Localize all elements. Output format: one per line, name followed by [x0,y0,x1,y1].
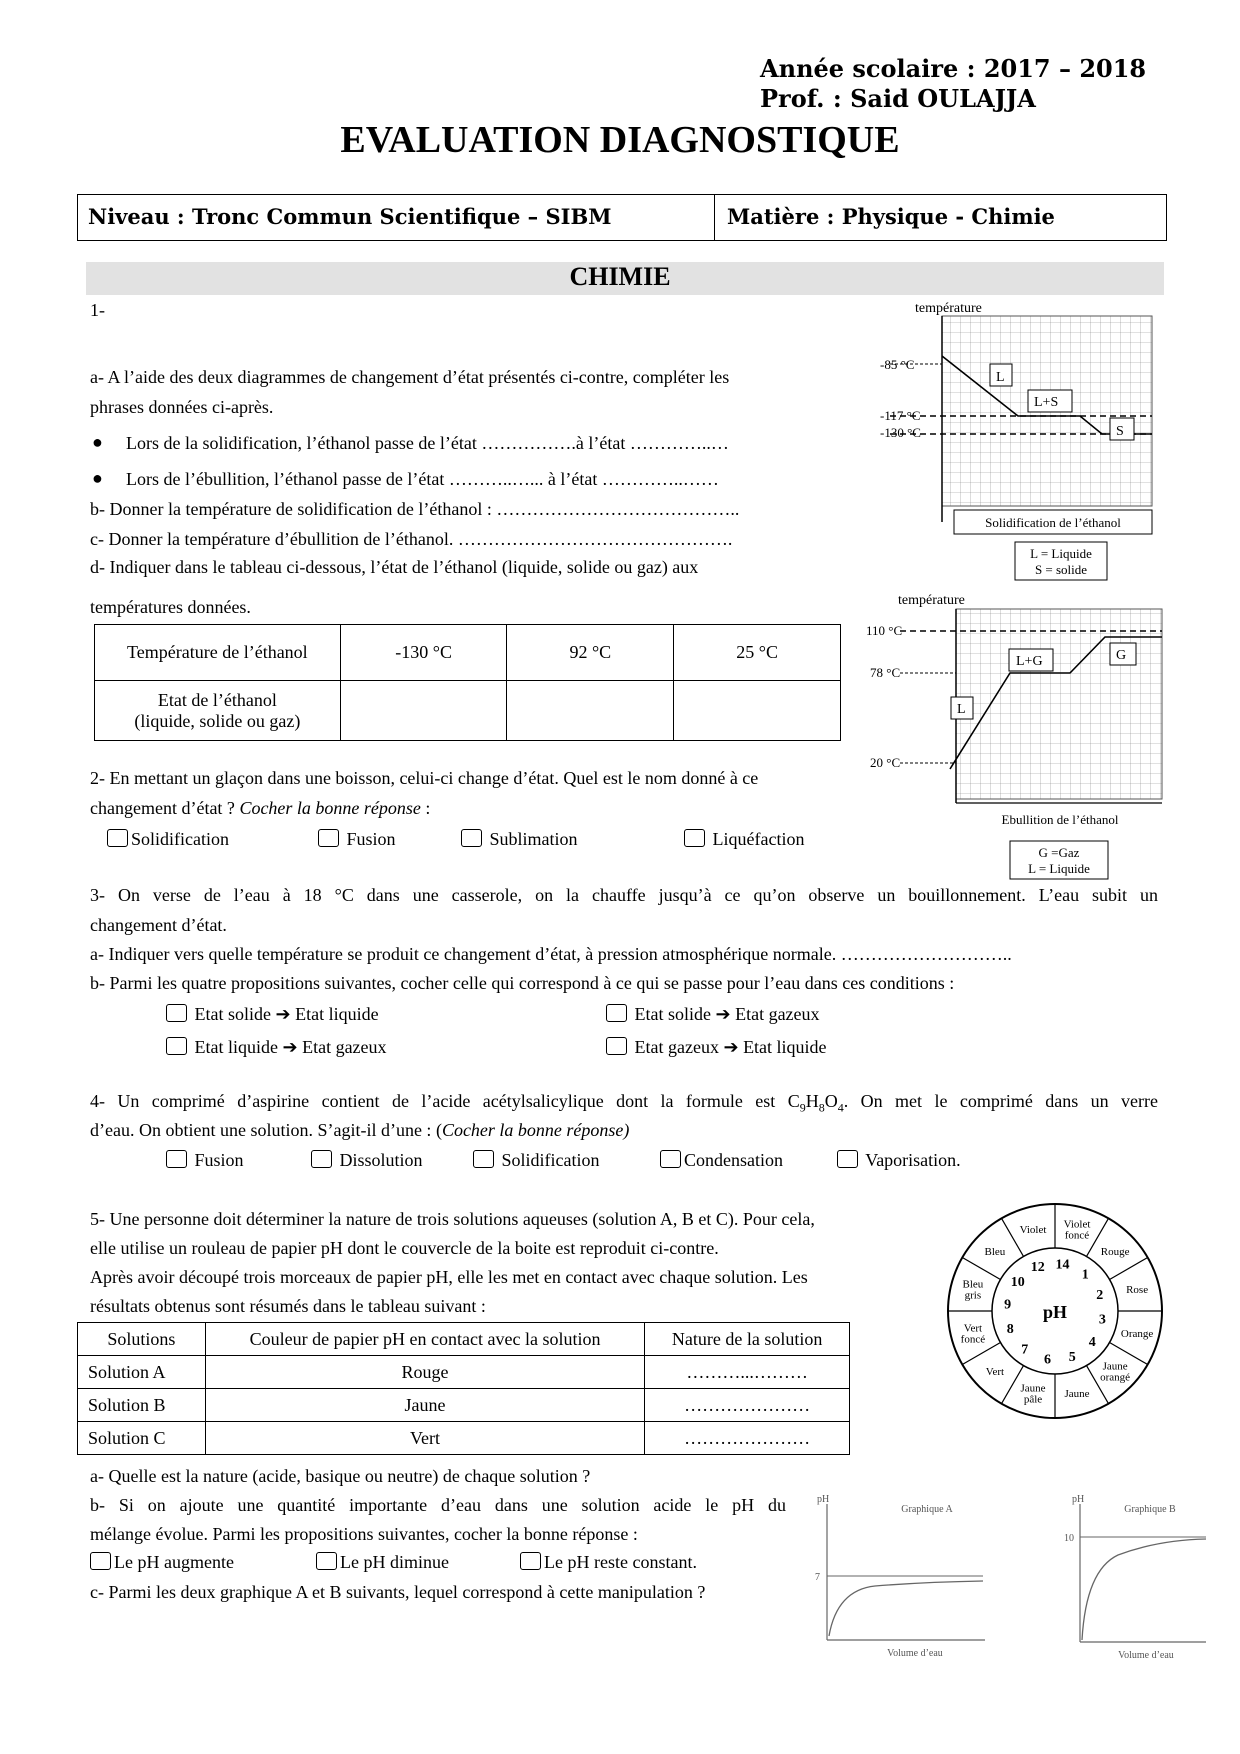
q2-colon: : [420,798,431,818]
subscript: 8 [818,1100,825,1115]
wheel-number: 1 [1081,1267,1089,1283]
legend-line: G =Gaz [1038,845,1080,860]
answer-cell[interactable] [340,681,507,741]
diagram2-ylabel: température [898,593,965,608]
q4-option-solidification[interactable] [473,1150,600,1171]
answer-cell[interactable]: ………………… [645,1422,850,1455]
legend-line: L = Liquide [1030,546,1092,561]
formula-o: O [824,1091,838,1111]
wheel-color-label: Vert foncé [960,1322,986,1346]
option-label: Sublimation [489,829,578,849]
table-row [78,1422,850,1455]
checkbox[interactable] [311,1150,332,1168]
option-label: Solidification [131,829,229,849]
tick-label: 78 °C [870,665,901,680]
option-label: Dissolution [339,1150,423,1170]
wheel-number: 8 [1006,1322,1014,1338]
q2-line2 [90,798,430,819]
ebullition-diagram [860,593,1170,883]
q2-option-solidification[interactable] [107,829,229,850]
arrow-icon: ➔ [275,1004,291,1024]
info-divider [714,195,715,240]
q4-option-condensation[interactable] [660,1150,783,1171]
graph-b-ylabel: pH [1072,1494,1085,1505]
checkbox[interactable] [316,1552,337,1570]
wheel-color-label: Orange [1120,1327,1154,1340]
q5-b-line2: mélange évolue. Parmi les propositions suivantes, cocher la bonne réponse : [90,1524,638,1544]
wheel-number: 14 [1055,1257,1070,1273]
q3-option-2[interactable] [606,1004,820,1025]
table-cell: Solution C [78,1422,206,1455]
q2-line1: 2- En mettant un glaçon dans une boisson, celui-ci change d’état. Quel est le nom donné à ce [90,768,759,788]
option-to: Etat gazeux [302,1037,387,1057]
solidification-diagram [870,302,1170,582]
q5-line4: résultats obtenus sont résumés dans le tableau suivant : [90,1296,486,1316]
wheel-color-label: Rouge [1100,1245,1130,1258]
state-label-line2: (liquide, solide ou gaz) [134,710,301,731]
checkbox[interactable] [660,1150,681,1168]
wheel-color-label: Jaune orangé [1100,1360,1131,1384]
checkbox[interactable] [107,829,128,847]
option-from: Etat liquide [194,1037,278,1057]
wheel-number: 5 [1068,1349,1076,1365]
graph-b-tick: 10 [1064,1533,1074,1544]
q4-line2 [90,1120,629,1141]
graph-a-title: Graphique A [901,1504,953,1515]
q1-c: c- Donner la température d’ébullition de l’éthanol. ………………………………………. [90,529,733,549]
phase-label: L [957,702,966,717]
q5-c: c- Parmi les deux graphique A et B suivants, lequel correspond à cette manipulation ? [90,1582,706,1602]
option-from: Etat gazeux [634,1037,719,1057]
bullet-dot: ● [92,468,103,488]
diagram2-caption: Ebullition de l’éthanol [1001,812,1119,827]
q2-option-sublimation[interactable] [461,829,578,850]
wheel-color-label: Rose [1126,1284,1149,1297]
table-row [78,1389,850,1422]
wheel-color-label: Jaune [1064,1388,1090,1401]
checkbox[interactable] [606,1004,627,1022]
state-label-line1: Etat de l’éthanol [157,689,277,710]
table-header: Couleur de papier pH en contact avec la solution [205,1323,645,1356]
phase-label: L+S [1034,395,1059,410]
answer-cell[interactable]: ………...……… [645,1356,850,1389]
table-cell: 92 °C [507,625,674,681]
info-box [77,194,1167,241]
subscript: 4 [837,1100,844,1115]
q1-number: 1- [90,300,105,320]
wheel-number: 10 [1010,1274,1025,1290]
diagram1-ylabel: température [915,302,982,316]
q1-d-line1: d- Indiquer dans le tableau ci-dessous, l’état de l’éthanol (liquide, solide ou gaz) aux [90,557,699,577]
phase-label: G [1116,648,1127,663]
wheel-color-label: Bleu [984,1245,1006,1258]
option-label: Le pH augmente [114,1552,234,1572]
checkbox[interactable] [684,829,705,847]
q5-line1: 5- Une personne doit déterminer la nature de trois solutions aqueuses (solution A, B et C). Pour cela, [90,1209,815,1229]
wheel-color-label: Violet [1019,1223,1047,1236]
table-header: Nature de la solution [645,1323,850,1356]
answer-cell[interactable]: ………………… [645,1389,850,1422]
q1-a-line2: phrases données ci-après. [90,397,274,417]
wheel-number: 12 [1030,1260,1045,1276]
q3-line1: 3- On verse de l’eau à 18 °C dans une casserole, on la chauffe jusqu’à ce qu’on observe un bouillonnement. L’eau subit un [90,885,1158,905]
checkbox[interactable] [166,1004,187,1022]
school-year: Année scolaire : 2017 – 2018 [760,54,1147,83]
q1-d-line2: températures données. [90,597,251,617]
answer-cell[interactable] [507,681,674,741]
graph-b-title: Graphique B [1124,1504,1176,1515]
graph-a [815,1490,995,1658]
tick-label: -130 °C [880,425,921,440]
graph-a-tick: 7 [815,1572,820,1583]
phase-label: L+G [1016,654,1043,669]
answer-cell[interactable] [674,681,841,741]
wheel-number: 7 [1021,1342,1029,1358]
q3-b: b- Parmi les quatre propositions suivantes, cocher celle qui correspond à ce qui se passe pour l’eau dans ces conditions : [90,973,955,993]
table-header: Solutions [78,1323,206,1356]
checkbox[interactable] [166,1037,187,1055]
q5-option-increase[interactable] [90,1552,234,1573]
checkbox[interactable] [90,1552,111,1570]
table-cell: Jaune [205,1389,645,1422]
table-cell: Solution A [78,1356,206,1389]
q4-text-end: . On met le comprimé dans un verre [843,1091,1159,1111]
option-to: Etat gazeux [735,1004,820,1024]
q5-a: a- Quelle est la nature (acide, basique ou neutre) de chaque solution ? [90,1466,591,1486]
option-label: Liquéfaction [712,829,805,849]
q4-option-vaporisation[interactable] [837,1150,961,1171]
checkbox[interactable] [520,1552,541,1570]
graph-a-ylabel: pH [817,1494,830,1505]
q3-option-3[interactable] [166,1037,387,1058]
wheel-number: 4 [1088,1335,1096,1351]
wheel-number: 3 [1098,1312,1106,1328]
subscript: 9 [799,1100,806,1115]
option-from: Etat solide [194,1004,271,1024]
tick-label: -117 °C [880,408,921,423]
table-cell: 25 °C [674,625,841,681]
checkbox[interactable] [461,829,482,847]
option-label: Vaporisation. [865,1150,961,1170]
phase-label: S [1116,424,1124,439]
bullet-dot: ● [92,432,103,452]
option-label: Le pH reste constant. [544,1552,697,1572]
option-label: Solidification [501,1150,600,1170]
wheel-number: 2 [1096,1287,1104,1303]
section-title: CHIMIE [569,262,671,291]
graph-a-curve [829,1581,983,1636]
diagram1-caption: Solidification de l’éthanol [985,515,1121,530]
checkbox[interactable] [837,1150,858,1168]
wheel-color-label: Vert [985,1366,1005,1379]
wheel-color-label: Jaune pâle [1020,1382,1046,1406]
checkbox[interactable] [318,829,339,847]
arrow-icon: ➔ [282,1037,298,1057]
subject: Matière : Physique - Chimie [727,204,1055,229]
level: Niveau : Tronc Commun Scientifique – SIBM [88,204,612,229]
table-row [95,681,841,741]
checkbox[interactable] [606,1037,627,1055]
q5-option-decrease[interactable] [316,1552,449,1573]
q1-a-line1: a- A l’aide des deux diagrammes de changement d’état présentés ci-contre, compléter les [90,367,730,387]
graph-b-curve [1082,1539,1206,1640]
ethanol-state-table [94,624,841,741]
legend-line: S = solide [1034,562,1088,577]
table-header-row [78,1323,850,1356]
q1-bullet2: Lors de l’ébullition, l’éthanol passe de l’état ………..…... à l’état …………..…… [126,469,719,489]
formula-h: H [805,1091,819,1111]
table-cell: -130 °C [340,625,507,681]
arrow-icon: ➔ [715,1004,731,1024]
wheel-center-label: pH [1042,1302,1068,1322]
tick-label: 110 °C [866,623,903,638]
graph-a-xlabel: Volume d’eau [887,1648,943,1658]
q1-b: b- Donner la température de solidification de l’éthanol : ………………………………….. [90,499,740,519]
table-cell: Vert [205,1422,645,1455]
table-cell [95,681,341,741]
q1-bullet1: Lors de la solidification, l’éthanol passe de l’état …………….à l’état …………..… [126,433,729,453]
wheel-color-label: Bleu gris [962,1278,984,1302]
q2-option-fusion[interactable] [318,829,396,850]
q4-instruction: Cocher la bonne réponse) [441,1120,630,1140]
table-cell: Température de l’éthanol [95,625,341,681]
q3-option-4[interactable] [606,1037,827,1058]
q2-instruction: Cocher la bonne réponse [239,798,421,818]
q3-option-1[interactable] [166,1004,379,1025]
tick-label: 20 °C [870,755,901,770]
ph-results-table [77,1322,850,1455]
checkbox[interactable] [473,1150,494,1168]
tick-label: -85 °C [880,357,915,372]
table-row [78,1356,850,1389]
wheel-color-label: Violet foncé [1063,1218,1091,1242]
arrow-icon: ➔ [723,1037,739,1057]
wheel-number: 9 [1004,1297,1012,1313]
q4-text: 4- Un comprimé d’aspirine contient de l’acide acétylsalicylique dont la formule est C [90,1091,800,1111]
page-title: EVALUATION DIAGNOSTIQUE [340,119,900,161]
q3-a: a- Indiquer vers quelle température se produit ce changement d’état, à pression atmosphérique normale. ……………………….. [90,944,1012,964]
table-cell: Solution B [78,1389,206,1422]
option-from: Etat solide [634,1004,711,1024]
graph-b-xlabel: Volume d’eau [1118,1650,1174,1660]
phase-label: L [996,370,1005,385]
q4-option-dissolution[interactable] [311,1150,423,1171]
option-label: Fusion [346,829,396,849]
wheel-number: 6 [1043,1352,1051,1368]
legend-line: L = Liquide [1028,861,1090,876]
q5-line2: elle utilise un rouleau de papier pH dont le couvercle de la boite est reproduit ci-contre. [90,1238,719,1258]
q5-line3: Après avoir découpé trois morceaux de papier pH, elle les met en contact avec chaque solution. Les [90,1267,808,1287]
option-to: Etat liquide [743,1037,827,1057]
table-row [95,625,841,681]
q5-option-constant[interactable] [520,1552,697,1573]
option-to: Etat liquide [295,1004,379,1024]
ph-color-wheel [944,1200,1166,1422]
q4-line1 [90,1091,1158,1116]
q2-line2-text: changement d’état ? [90,798,240,818]
q2-option-liquefaction[interactable] [684,829,804,850]
graph-b [1058,1490,1208,1660]
professor: Prof. : Said OULAJJA [760,84,1036,113]
option-label: Condensation [684,1150,783,1170]
q3-line2: changement d’état. [90,915,227,935]
option-label: Le pH diminue [340,1552,449,1572]
table-cell: Rouge [205,1356,645,1389]
q4-line2-text: d’eau. On obtient une solution. S’agit-il d’une : ( [90,1120,442,1140]
checkbox[interactable] [166,1150,187,1168]
q5-b-line1: b- Si on ajoute une quantité importante d’eau dans une solution acide le pH du [90,1495,786,1515]
option-label: Fusion [194,1150,244,1170]
q4-option-fusion[interactable] [166,1150,244,1171]
